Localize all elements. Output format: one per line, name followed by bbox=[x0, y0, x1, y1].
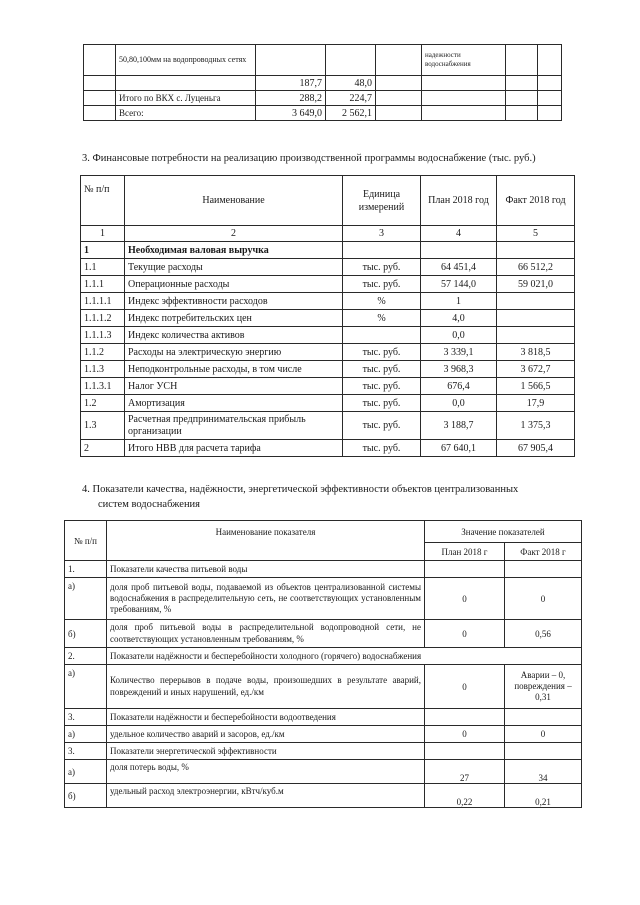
table-cell: Расходы на электрическую энергию bbox=[125, 344, 343, 361]
table-cell: 17,9 bbox=[497, 395, 575, 412]
top-row3-name: Итого по ВКХ с. Луценьга bbox=[116, 91, 256, 106]
table-cell: Операционные расходы bbox=[125, 276, 343, 293]
table-row bbox=[81, 412, 575, 440]
table-cell: тыс. руб. bbox=[343, 395, 421, 412]
header-fact: Факт 2018 год bbox=[497, 176, 575, 226]
table-row bbox=[65, 709, 582, 726]
top-row1-name: 50,80,100мм на водопроводных сетях bbox=[116, 45, 256, 76]
table-cell bbox=[505, 561, 582, 578]
top-row4-plan: 3 649,0 bbox=[256, 106, 326, 121]
table-row bbox=[81, 378, 575, 395]
table-cell bbox=[84, 106, 116, 121]
table-cell: б) bbox=[65, 620, 107, 648]
table-cell: 1.1.1.3 bbox=[81, 327, 125, 344]
table-cell bbox=[425, 709, 505, 726]
top-table bbox=[83, 44, 562, 121]
table-cell bbox=[116, 76, 256, 91]
table-row bbox=[84, 45, 562, 76]
table-cell: 3 968,3 bbox=[421, 361, 497, 378]
table-row bbox=[81, 310, 575, 327]
table-row bbox=[84, 91, 562, 106]
table-cell: б) bbox=[65, 784, 107, 808]
table-cell: % bbox=[343, 293, 421, 310]
table-cell: 2 bbox=[81, 440, 125, 457]
header-unit: Единица измерений bbox=[343, 176, 421, 226]
table-cell: 1 566,5 bbox=[497, 378, 575, 395]
header-num: № п/п bbox=[65, 521, 107, 561]
table-cell: а) bbox=[65, 665, 107, 709]
table-cell: Налог УСН bbox=[125, 378, 343, 395]
table-cell: удельный расход электроэнергии, кВтч/куб.м bbox=[107, 784, 425, 808]
table-row bbox=[65, 648, 582, 665]
table-cell: 3. bbox=[65, 709, 107, 726]
table-row bbox=[84, 106, 562, 121]
top-row2-plan: 187,7 bbox=[256, 76, 326, 91]
table-cell: 1 bbox=[81, 242, 125, 259]
table-cell: 0 bbox=[505, 726, 582, 743]
table-cell bbox=[497, 242, 575, 259]
table-header-row bbox=[81, 176, 575, 226]
table-cell: 0,21 bbox=[505, 784, 582, 808]
table-cell bbox=[538, 106, 562, 121]
table-cell: 67 905,4 bbox=[497, 440, 575, 457]
table-cell: 1 bbox=[421, 293, 497, 310]
table-cell: а) bbox=[65, 760, 107, 784]
finance-table bbox=[80, 175, 575, 457]
table-cell bbox=[506, 45, 538, 76]
table-cell bbox=[84, 45, 116, 76]
table-cell: Амортизация bbox=[125, 395, 343, 412]
table-cell: Текущие расходы bbox=[125, 259, 343, 276]
col-number: 4 bbox=[421, 226, 497, 242]
table-cell: Итого НВВ для расчета тарифа bbox=[125, 440, 343, 457]
header-plan: План 2018 г bbox=[425, 543, 505, 561]
table-cell: тыс. руб. bbox=[343, 440, 421, 457]
table-row bbox=[81, 395, 575, 412]
table-cell bbox=[376, 91, 422, 106]
table-cell: доля проб питьевой воды, подаваемой из объектов централизованной системы водоснабжения в распределительную сеть, не соответствующих установленным требованиям, % bbox=[107, 578, 425, 620]
table-cell: Неподконтрольные расходы, в том числе bbox=[125, 361, 343, 378]
table-cell bbox=[343, 327, 421, 344]
table-cell: Показатели надёжности и бесперебойности холодного (горячего) водоснабжения bbox=[107, 648, 582, 665]
table-cell: 27 bbox=[425, 760, 505, 784]
table-cell bbox=[506, 76, 538, 91]
table-cell: 59 021,0 bbox=[497, 276, 575, 293]
table-cell bbox=[84, 76, 116, 91]
table-row bbox=[81, 259, 575, 276]
table-cell: 3. bbox=[65, 743, 107, 760]
table-cell: 1.1.3 bbox=[81, 361, 125, 378]
table-cell: 3 672,7 bbox=[497, 361, 575, 378]
table-row bbox=[81, 293, 575, 310]
table-cell: 3 188,7 bbox=[421, 412, 497, 440]
table-cell bbox=[425, 743, 505, 760]
table-cell: тыс. руб. bbox=[343, 344, 421, 361]
table-cell bbox=[376, 106, 422, 121]
table-cell bbox=[421, 242, 497, 259]
table-cell bbox=[422, 76, 506, 91]
table-cell: 1.1.2 bbox=[81, 344, 125, 361]
table-cell: 0,56 bbox=[505, 620, 582, 648]
table-row bbox=[65, 743, 582, 760]
table-cell bbox=[506, 91, 538, 106]
table-row bbox=[81, 327, 575, 344]
table-cell: 3 339,1 bbox=[421, 344, 497, 361]
table-cell: 0,0 bbox=[421, 395, 497, 412]
table-cell: Индекс потребительских цен bbox=[125, 310, 343, 327]
table-row bbox=[81, 242, 575, 259]
table-cell: 0 bbox=[425, 665, 505, 709]
column-number-row bbox=[81, 226, 575, 242]
header-plan: План 2018 год bbox=[421, 176, 497, 226]
table-cell: Индекс эффективности расходов bbox=[125, 293, 343, 310]
table-row bbox=[65, 726, 582, 743]
table-cell bbox=[256, 45, 326, 76]
table-cell: доля проб питьевой воды в распределительной водопроводной сети, не соответствующих установленным требованиям, % bbox=[107, 620, 425, 648]
table-row bbox=[81, 440, 575, 457]
top-row4-fact: 2 562,1 bbox=[326, 106, 376, 121]
table-cell: удельное количество аварий и засоров, ед./км bbox=[107, 726, 425, 743]
table-cell: а) bbox=[65, 726, 107, 743]
table-cell bbox=[506, 106, 538, 121]
top-row1-note: надежности водоснабжения bbox=[422, 45, 506, 76]
header-name: Наименование bbox=[125, 176, 343, 226]
table-cell: 0 bbox=[505, 578, 582, 620]
table-cell: тыс. руб. bbox=[343, 361, 421, 378]
table-cell bbox=[422, 91, 506, 106]
table-row bbox=[65, 665, 582, 709]
table-header-row bbox=[65, 521, 582, 543]
table-row bbox=[81, 276, 575, 293]
table-cell: 676,4 bbox=[421, 378, 497, 395]
table-cell: % bbox=[343, 310, 421, 327]
table-cell: тыс. руб. bbox=[343, 259, 421, 276]
table-cell: 0 bbox=[425, 620, 505, 648]
table-cell: 1.1.1 bbox=[81, 276, 125, 293]
table-cell bbox=[497, 327, 575, 344]
table-cell: 0 bbox=[425, 578, 505, 620]
table-cell: 2. bbox=[65, 648, 107, 665]
table-cell: 1.3 bbox=[81, 412, 125, 440]
col-number: 3 bbox=[343, 226, 421, 242]
table-row bbox=[81, 344, 575, 361]
table-cell: 1. bbox=[65, 561, 107, 578]
table-cell: 3 818,5 bbox=[497, 344, 575, 361]
table-cell: 1.1.1.2 bbox=[81, 310, 125, 327]
header-name: Наименование показателя bbox=[107, 521, 425, 561]
table-cell: 4,0 bbox=[421, 310, 497, 327]
table-cell: Аварии – 0, повреждения – 0,31 bbox=[505, 665, 582, 709]
table-cell: 1 375,3 bbox=[497, 412, 575, 440]
table-cell bbox=[343, 242, 421, 259]
table-cell bbox=[425, 561, 505, 578]
table-cell: тыс. руб. bbox=[343, 276, 421, 293]
table-cell: Показатели качества питьевой воды bbox=[107, 561, 425, 578]
table-row bbox=[65, 620, 582, 648]
table-cell: 0,0 bbox=[421, 327, 497, 344]
table-row bbox=[65, 760, 582, 784]
table-cell: Показатели надёжности и бесперебойности водоотведения bbox=[107, 709, 425, 726]
table-cell bbox=[497, 310, 575, 327]
table-cell: 1.1.1.1 bbox=[81, 293, 125, 310]
col-number: 2 bbox=[125, 226, 343, 242]
table-cell: 0,22 bbox=[425, 784, 505, 808]
table-cell: а) bbox=[65, 578, 107, 620]
table-cell: 66 512,2 bbox=[497, 259, 575, 276]
table-cell bbox=[422, 106, 506, 121]
table-cell: Показатели энергетической эффективности bbox=[107, 743, 425, 760]
col-number: 1 bbox=[81, 226, 125, 242]
table-cell bbox=[497, 293, 575, 310]
table-cell: 1.1.3.1 bbox=[81, 378, 125, 395]
top-row4-name: Всего: bbox=[116, 106, 256, 121]
table-cell: 64 451,4 bbox=[421, 259, 497, 276]
table-cell: 67 640,1 bbox=[421, 440, 497, 457]
table-cell: 34 bbox=[505, 760, 582, 784]
table-row bbox=[84, 76, 562, 91]
table-cell: 1.2 bbox=[81, 395, 125, 412]
indicators-table bbox=[64, 520, 582, 808]
table-cell: Необходимая валовая выручка bbox=[125, 242, 343, 259]
header-value: Значение показателей bbox=[425, 521, 582, 543]
table-row bbox=[65, 578, 582, 620]
top-row3-fact: 224,7 bbox=[326, 91, 376, 106]
table-cell: тыс. руб. bbox=[343, 412, 421, 440]
table-cell: Расчетная предпринимательская прибыль организации bbox=[125, 412, 343, 440]
table-cell bbox=[538, 76, 562, 91]
table-cell: Индекс количества активов bbox=[125, 327, 343, 344]
section4-heading-line1: 4. Показатели качества, надёжности, энергетической эффективности объектов централизованных bbox=[82, 484, 519, 495]
table-cell bbox=[538, 45, 562, 76]
table-cell bbox=[326, 45, 376, 76]
table-cell bbox=[376, 45, 422, 76]
top-row2-fact: 48,0 bbox=[326, 76, 376, 91]
table-row bbox=[65, 784, 582, 808]
table-cell bbox=[84, 91, 116, 106]
table-row bbox=[81, 361, 575, 378]
header-fact: Факт 2018 г bbox=[505, 543, 582, 561]
table-cell bbox=[376, 76, 422, 91]
table-cell bbox=[538, 91, 562, 106]
table-cell: 0 bbox=[425, 726, 505, 743]
section4-heading-line2: систем водоснабжения bbox=[98, 499, 201, 510]
table-cell: тыс. руб. bbox=[343, 378, 421, 395]
table-cell: доля потерь воды, % bbox=[107, 760, 425, 784]
section3-heading: 3. Финансовые потребности на реализацию производственной программы водоснабжение (тыс. руб.) bbox=[82, 153, 536, 164]
table-cell bbox=[505, 743, 582, 760]
table-cell: 1.1 bbox=[81, 259, 125, 276]
table-cell: 57 144,0 bbox=[421, 276, 497, 293]
table-cell bbox=[505, 709, 582, 726]
table-row bbox=[65, 561, 582, 578]
table-cell: Количество перерывов в подаче воды, произошедших в результате аварий, повреждений и иных нарушений, ед./км bbox=[107, 665, 425, 709]
top-row3-plan: 288,2 bbox=[256, 91, 326, 106]
col-number: 5 bbox=[497, 226, 575, 242]
header-num: № п/п bbox=[81, 176, 125, 226]
